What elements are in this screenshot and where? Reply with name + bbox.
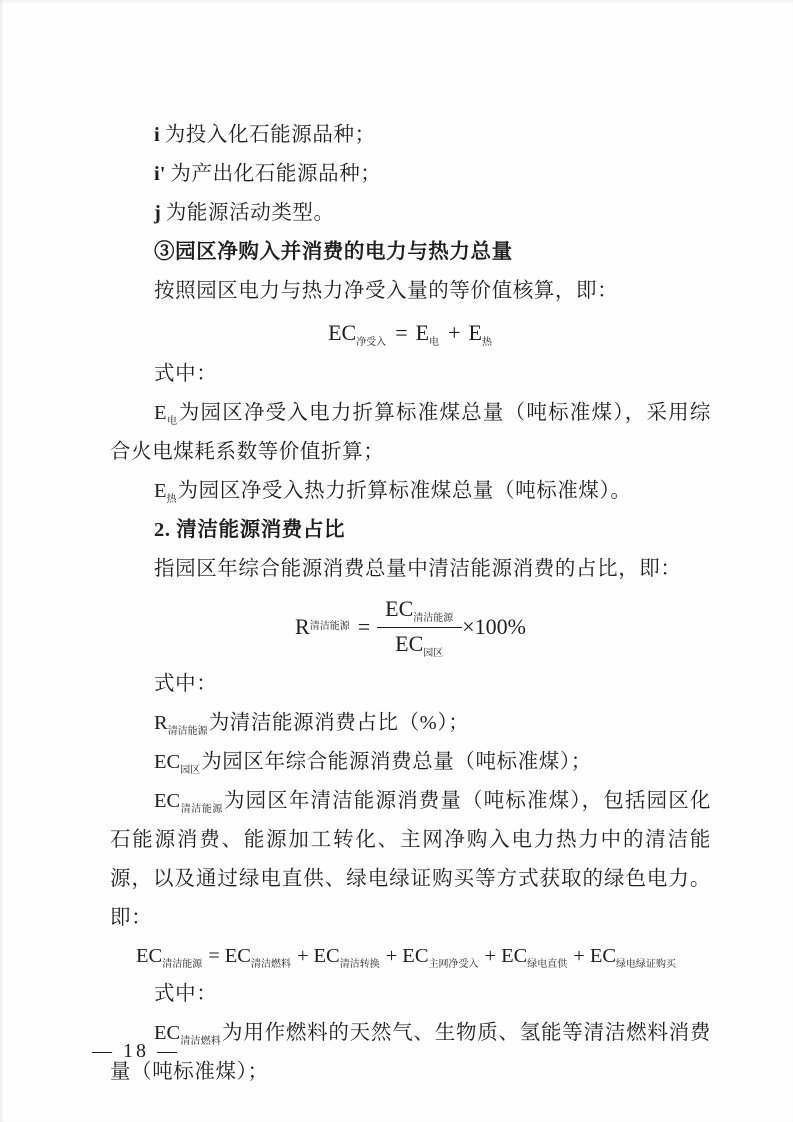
definition-text: 为投入化石能源品种； (164, 124, 376, 146)
equals-sign: = (208, 945, 220, 967)
formula-lhs: R (295, 614, 310, 639)
fraction-numerator (377, 596, 462, 628)
where-label: 式中： (154, 983, 218, 1005)
equals-sign: = (357, 614, 371, 639)
definition-ec-clean-fuel (110, 1014, 711, 1092)
variable-j: j (154, 202, 161, 224)
plus-sign: + (573, 945, 585, 967)
paragraph-accounting-method: 按照园区电力与热力净受入量的等价值核算，即： (154, 280, 619, 302)
definition-text: 为清洁能源消费占比（%）； (208, 712, 470, 734)
definition-line-i-prime (110, 155, 711, 194)
formula-term: E (468, 320, 482, 345)
variable-i: i (154, 124, 160, 146)
definition-text: 为能源活动类型。 (165, 202, 335, 224)
variable-r-clean: R (154, 712, 168, 734)
subscript: 清洁能源 (413, 612, 454, 624)
where-label: 式中： (154, 673, 218, 695)
plus-sign: + (385, 945, 398, 967)
definition-line-i (110, 116, 711, 155)
subscript: 净受入 (356, 337, 387, 348)
equals-sign: = (395, 320, 408, 345)
heading-clean-energy-share: 2. 清洁能源消费占比 (154, 519, 346, 541)
subscript: 热 (166, 494, 177, 505)
formula-term: EC (313, 945, 340, 967)
formula-lhs: EC (328, 320, 357, 345)
fraction-denominator (395, 628, 444, 659)
subscript: 清洁能源 (162, 959, 203, 970)
formula-clean-energy-ratio (110, 591, 711, 663)
subscript: 电 (166, 416, 178, 427)
definition-text: 为园区年清洁能源消费量（吨标准煤），包括园区化石能源消费、能源加工转化、主网净购入电力热力中的清洁能源，以及通过绿电直供、绿电绿证购买等方式获取的绿色电力。即： (110, 790, 711, 929)
definition-e-electric (110, 394, 711, 472)
definition-text: 为园区净受入电力折算标准煤总量（吨标准煤），采用综合火电煤耗系数等价值折算； (110, 402, 712, 463)
definition-ec-park (110, 743, 711, 782)
formula-term: EC (395, 630, 424, 656)
subscript: 主网净受入 (428, 959, 479, 970)
formula-clean-energy-sum (136, 938, 711, 975)
formula-term: EC (385, 595, 414, 621)
variable-ec-clean: EC (154, 790, 181, 812)
subscript: 清洁能源 (180, 804, 223, 815)
paragraph-clean-energy-intro: 指园区年综合能源消费总量中清洁能源消费的占比，即： (154, 558, 682, 580)
plus-sign: + (448, 320, 461, 345)
plus-sign: + (484, 945, 497, 967)
definition-line-j (110, 194, 711, 233)
variable-ec-park: EC (154, 751, 181, 773)
formula-term: EC (402, 945, 429, 967)
definition-text: 为产出化石能源品种； (170, 163, 382, 185)
definition-text: 为园区年综合能源消费总量（吨标准煤）； (201, 751, 592, 773)
subscript: 园区 (180, 765, 201, 776)
subscript: 清洁燃料 (250, 959, 291, 970)
subscript: 绿电直供 (527, 959, 568, 970)
heading-net-purchased-power-heat: ③园区净购入并消费的电力与热力总量 (154, 241, 513, 263)
subscript: 电 (429, 337, 440, 348)
subscript: 清洁能源 (167, 726, 208, 737)
formula-net-received-energy (110, 311, 711, 355)
subscript: 热 (481, 337, 492, 348)
formula-term: EC (589, 945, 617, 967)
variable-e-heat: E (154, 480, 167, 502)
definition-e-heat (110, 472, 711, 511)
definition-r-clean (110, 704, 711, 743)
subscript: 清洁转换 (339, 959, 380, 970)
formula-term: EC (501, 945, 528, 967)
variable-e-electric: E (154, 402, 167, 424)
subscript: 园区 (423, 647, 444, 659)
subscript: 绿电绿证购买 (616, 959, 677, 970)
definition-text: 为园区净受入热力折算标准煤总量（吨标准煤）。 (177, 480, 632, 502)
subscript: 清洁燃料 (180, 1036, 222, 1047)
formula-lhs: EC (136, 945, 163, 967)
formula-term: E (415, 320, 430, 345)
variable-i-prime: i' (154, 163, 166, 185)
subscript: 清洁能源 (309, 621, 350, 632)
times-100-percent: ×100% (462, 614, 526, 639)
page-number: — 18 — (92, 1040, 180, 1062)
where-label: 式中： (154, 363, 218, 385)
formula-term: EC (224, 945, 251, 967)
plus-sign: + (296, 945, 309, 967)
fraction (377, 596, 462, 659)
definition-text: 为用作燃料的天然气、生物质、氢能等清洁燃料消费量（吨标准煤）； (110, 1022, 711, 1083)
definition-ec-clean (110, 782, 711, 938)
variable-ec-clean-fuel: EC (154, 1022, 181, 1044)
